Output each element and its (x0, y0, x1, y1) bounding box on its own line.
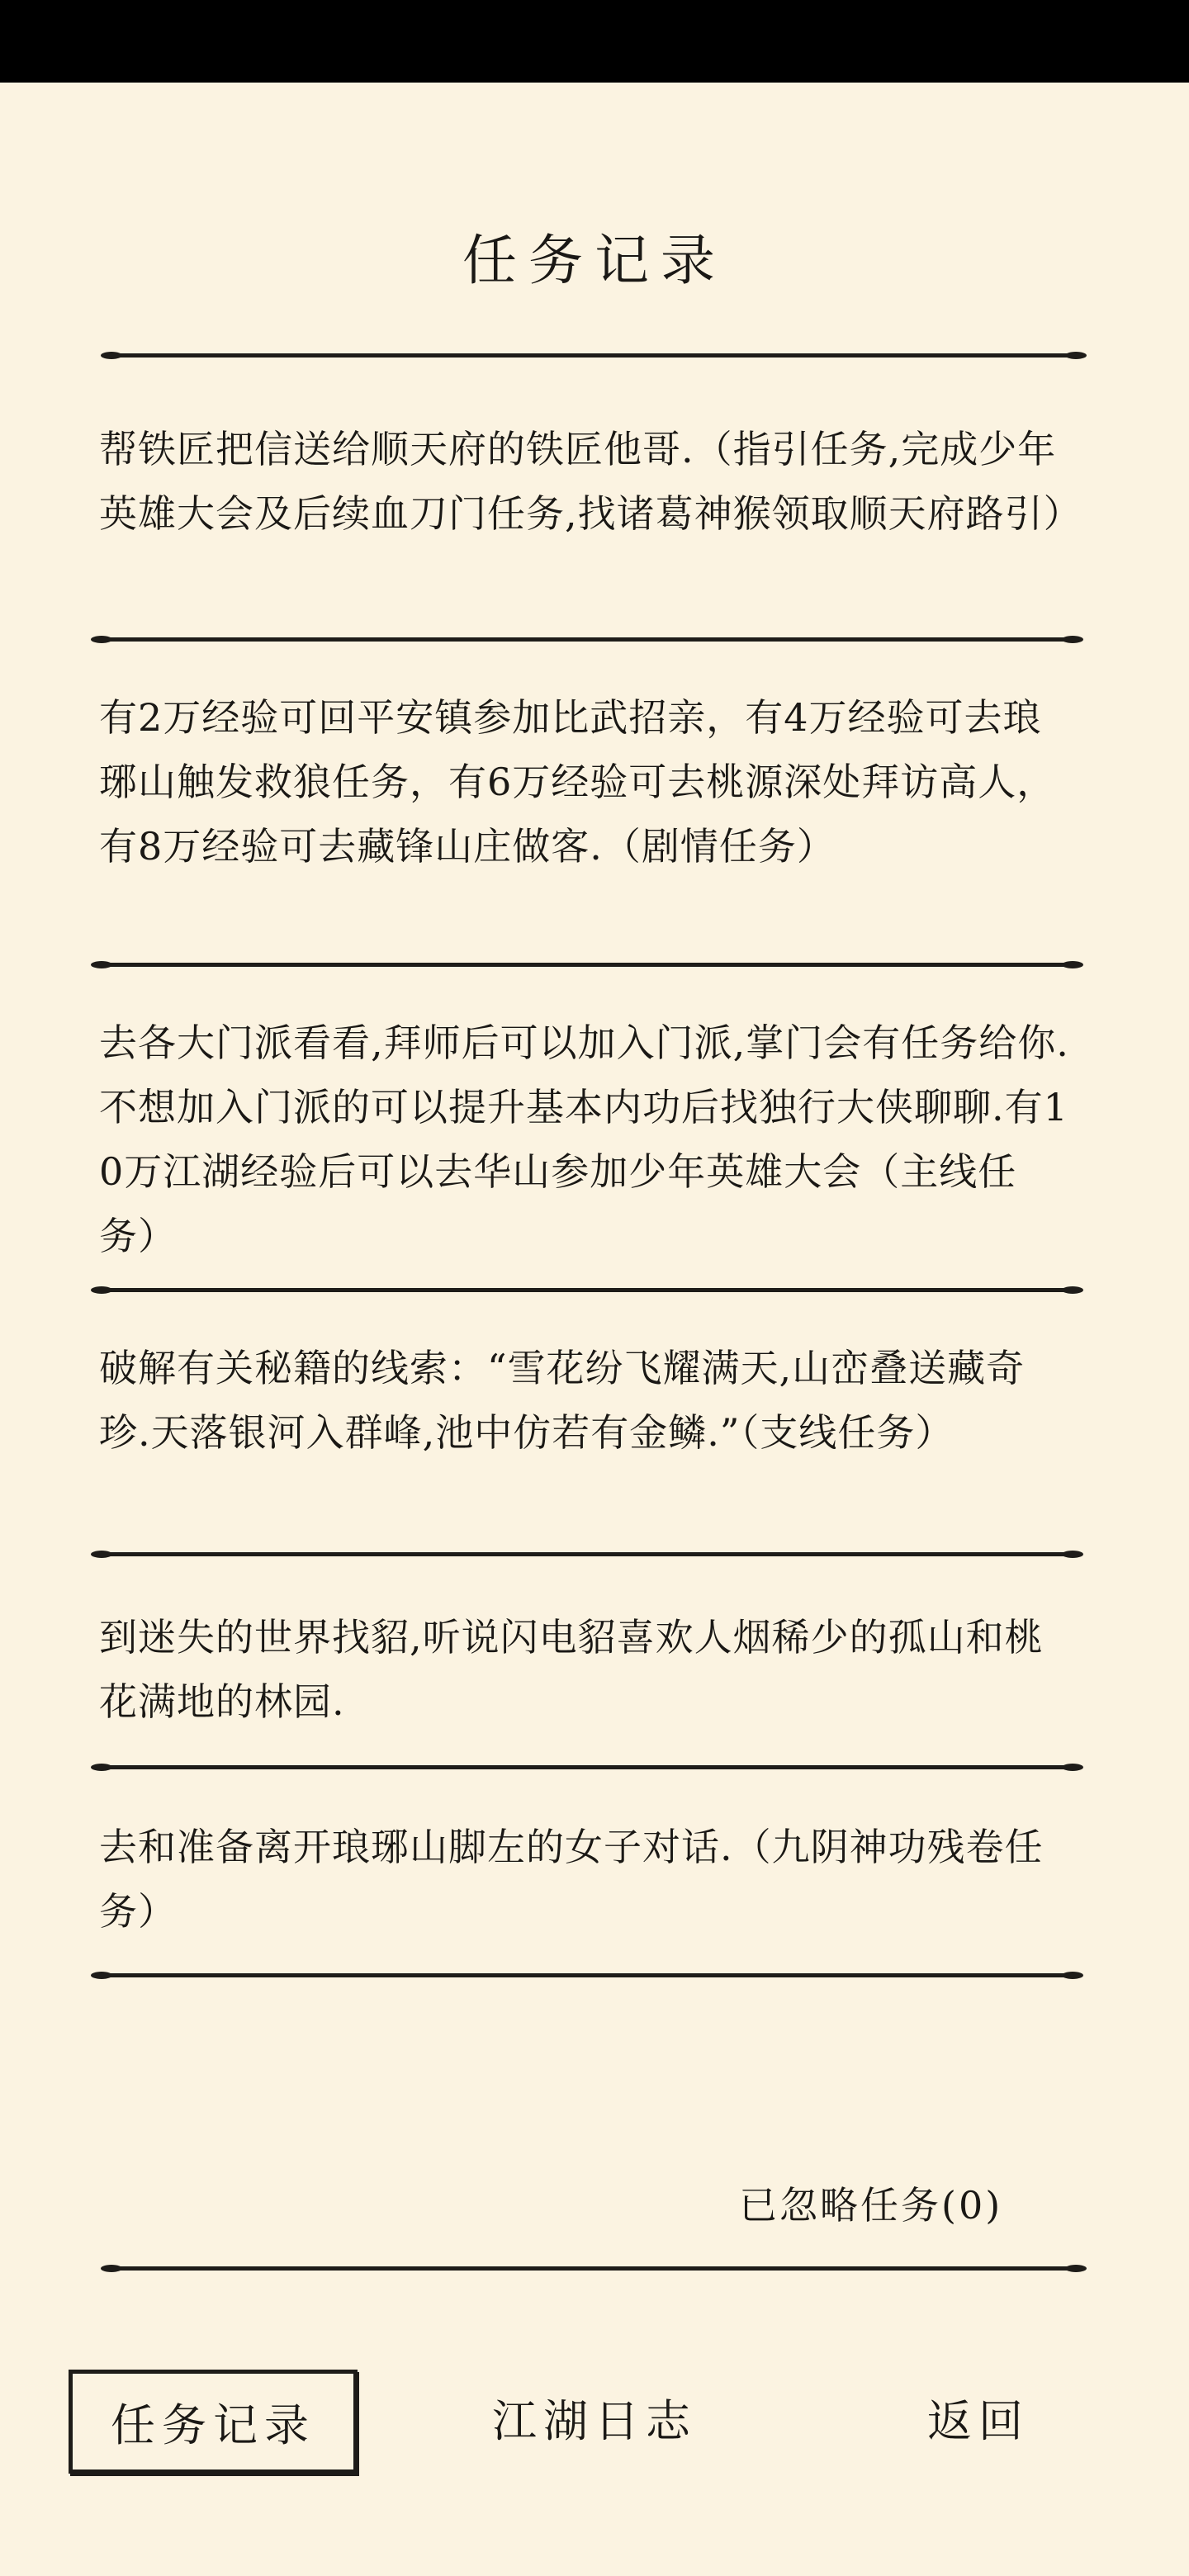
quest-entry-1[interactable]: 帮铁匠把信送给顺天府的铁匠他哥.（指引任务,完成少年英雄大会及后续血刀门任务,找诸葛神猴领取顺天府路引） (99, 427, 1082, 536)
quest-entry-5[interactable]: 到迷失的世界找貂,听说闪电貂喜欢人烟稀少的孤山和桃花满地的林园. (99, 1615, 1044, 1724)
page-title: 任务记录 (462, 229, 727, 292)
quest-entry-4[interactable]: 破解有关秘籍的线索：“雪花纷飞耀满天,山峦叠送藏奇珍.天落银河入群峰,池中仿若有金鳞.”（支线任务） (99, 1346, 1026, 1455)
quest-entry-2[interactable]: 有2万经验可回平安镇参加比武招亲，有4万经验可去琅琊山触发救狼任务，有6万经验可去桃源深处拜访高人，有8万经验可去藏锋山庄做客.（剧情任务） (99, 695, 1056, 869)
quest-entry-6[interactable]: 去和准备离开琅琊山脚左的女子对话.（九阴神功残卷任务） (99, 1825, 1044, 1934)
quest-divider (96, 1552, 1078, 1556)
quest-divider (96, 963, 1078, 967)
quest-divider (96, 637, 1078, 642)
status-bar (0, 0, 1189, 83)
bottom-divider (106, 2266, 1082, 2271)
quest-entry-3[interactable]: 去各大门派看看,拜师后可以加入门派,掌门会有任务给你.不想加入门派的可以提升基本内功后找独行大侠聊聊.有10万江湖经验后可以去华山参加少年英雄大会（主线任务） (99, 1020, 1069, 1258)
back-button[interactable]: 返回 (927, 2394, 1030, 2447)
ignored-quests-button[interactable]: 已忽略任务(0) (739, 2183, 1003, 2228)
quest-divider (96, 1765, 1078, 1769)
quest-divider (96, 1973, 1078, 1977)
title-divider (106, 353, 1082, 358)
tab-jianghu-journal[interactable]: 江湖日志 (492, 2394, 697, 2447)
quest-divider (96, 1288, 1078, 1292)
tab-quest-records[interactable]: 任务记录 (69, 2370, 358, 2474)
